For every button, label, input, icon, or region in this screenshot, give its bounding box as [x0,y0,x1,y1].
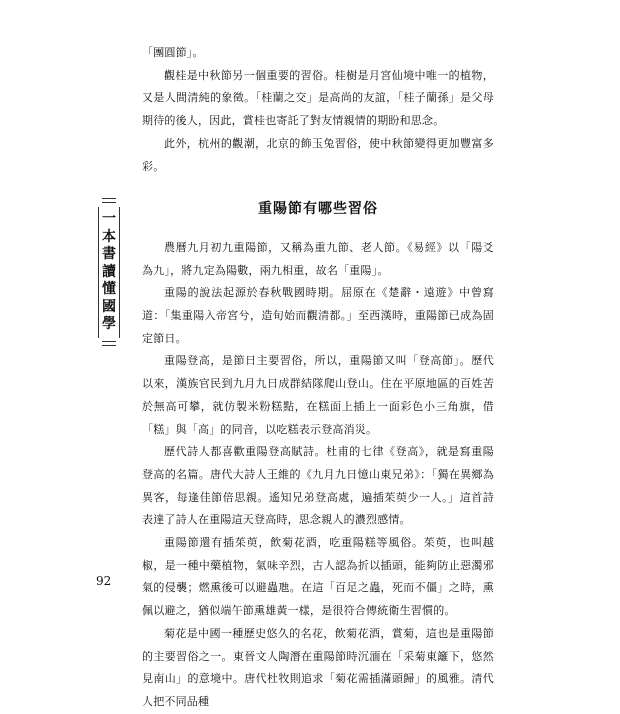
book-title-char: 國 [102,298,116,315]
paragraph: 重陽登高，是節日主要習俗，所以，重陽節又叫「登高節」。歷代以來，漢族官民到九月九日成群結隊爬山登山。住在平原地區的百姓苦於無高可攀，就仿製米粉糕點，在糕面上插上一面彩色小三角旗，借「糕」與「高」的同音，以吃糕表示登高消災。 [142,354,494,436]
book-title-char: 本 [102,228,116,245]
book-title-vertical [98,207,120,338]
book-title-char: 一 [102,211,116,227]
page-body [142,42,494,714]
paragraph: 觀桂是中秋節另一個重要的習俗。桂樹是月宮仙境中唯一的植物，又是人間清純的象徵。「桂蘭之交」是高尚的友誼，「桂子蘭孫」是父母期待的後人，因此，賞桂也寄託了對友情親情的期盼和思念。 [142,68,494,128]
paragraph: 「團圓節」。 [142,46,204,59]
side-tab-top-cap [99,195,119,207]
book-title-side-tab [98,195,120,350]
book-title-char: 懂 [102,281,116,297]
paragraph: 歷代詩人都喜歡重陽登高賦詩。杜甫的七律《登高》，就是寫重陽登高的名篇。唐代大詩人王維的《九月九日憶山東兄弟》：「獨在異鄉為異客，每逢佳節倍思親。遙知兄弟登高處，遍插茱萸少一人。」這首詩表達了詩人在重陽這天登高時，思念親人的濃烈感情。 [142,445,494,527]
paragraph: 此外，杭州的觀潮，北京的飾玉兔習俗，使中秋節變得更加豐富多彩。 [142,136,494,173]
book-title-char: 讀 [102,263,116,280]
book-title-char: 學 [102,316,116,332]
paragraph: 重陽節還有插茱萸，飲菊花酒，吃重陽糕等風俗。茱萸，也叫越椒，是一種中藥植物，氣味辛烈，古人認為折以插頭，能夠防止惡濁邪氣的侵襲；燃熏後可以避蟲虺。在這「百足之蟲，死而不僵」之時，熏佩以避之，猶似端午節熏雄黃一樣，是很符合傳統衛生習慣的。 [142,536,494,618]
paragraph: 重陽的說法起源於春秋戰國時期。屈原在《楚辭・遠遊》中曾寫道：「集重陽入帝宮兮，造旬始而觀清都。」至西漢時，重陽節已成為固定節日。 [142,286,494,345]
page-number: 92 [96,574,112,588]
side-tab-bottom-cap [99,338,119,350]
paragraph: 菊花是中國一種歷史悠久的名花，飲菊花酒，賞菊，這也是重陽節的主要習俗之一。東晉文人陶潛在重陽節時沉湎在「采菊東籬下，悠然見南山」的意境中。唐代杜牧則追求「菊花需插滿頭歸」的風雅。清代人把不同品種 [142,626,494,708]
paragraph: 農曆九月初九重陽節，又稱為重九節、老人節。《易經》以「陽爻為九」，將九定為陽數，兩九相重，故名「重陽」。 [142,240,494,277]
book-title-char: 書 [102,246,116,262]
section-heading: 重陽節有哪些習俗 [258,201,378,218]
